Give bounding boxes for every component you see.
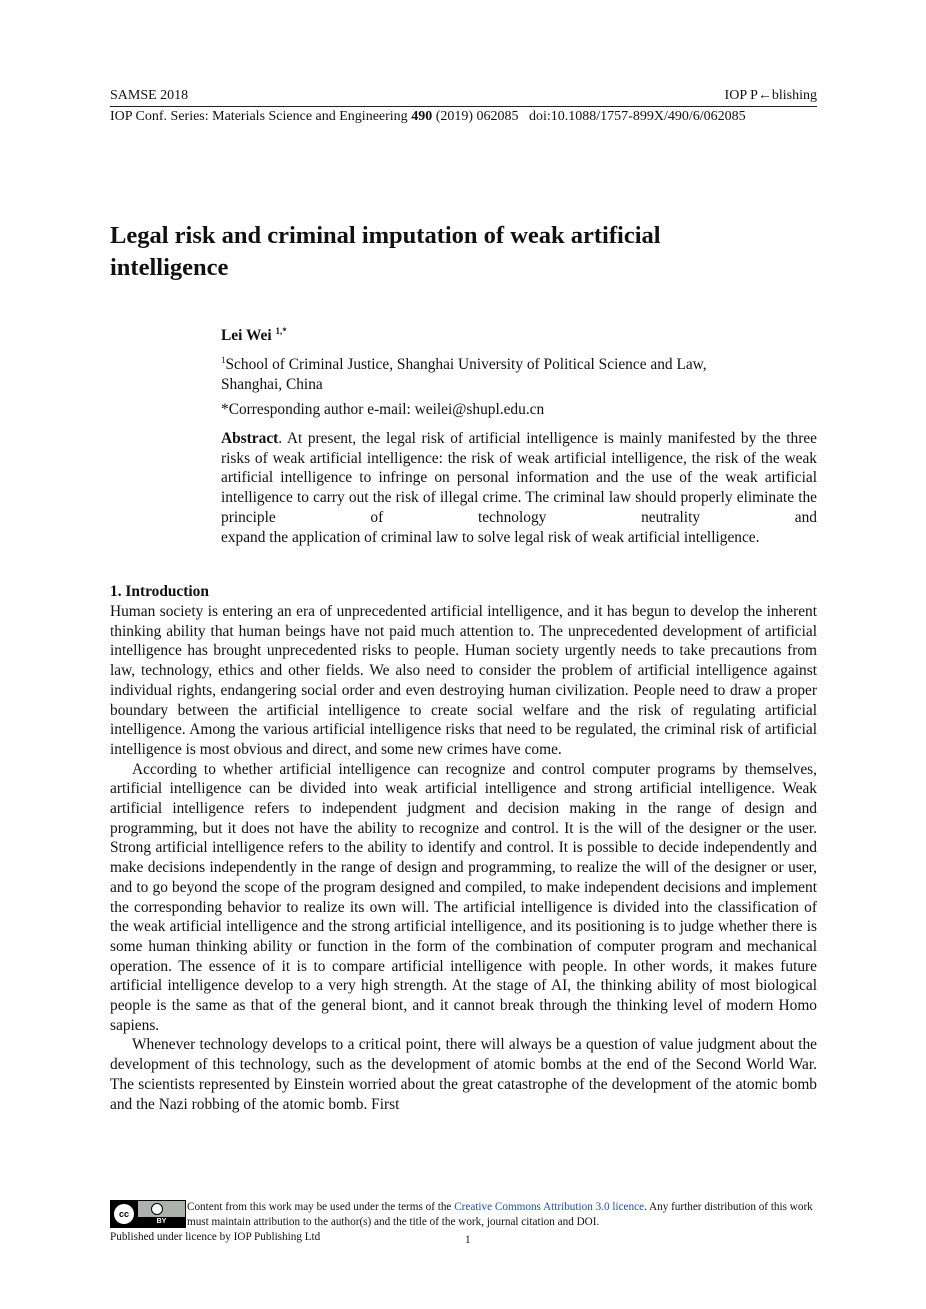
publisher-name: IOP P←blishing (724, 88, 817, 103)
paper-title: Legal risk and criminal imputation of weak artificial intelligence (110, 222, 661, 281)
conference-name: SAMSE 2018 (110, 88, 189, 103)
by-block (138, 1201, 185, 1227)
volume-number: 490 (411, 109, 433, 124)
author-line (221, 322, 817, 346)
cc-by-license-badge[interactable] (110, 1200, 186, 1228)
doi: doi:10.1088/1757-899X/490/6/062085 (529, 109, 746, 124)
cc-icon: cc (114, 1204, 134, 1224)
author-name: Lei Wei (221, 327, 272, 345)
series-name: IOP Conf. Series: Materials Science and Engineering (110, 109, 408, 124)
publisher-notice: Published under licence by IOP Publishing Ltd (110, 1231, 321, 1243)
body-text (110, 602, 817, 1114)
license-link[interactable]: Creative Commons Attribution 3.0 licence (454, 1201, 645, 1213)
affiliation (221, 351, 781, 395)
by-label: BY (138, 1217, 185, 1227)
author-marks: 1,* (275, 326, 287, 336)
affiliation-text: School of Criminal Justice, Shanghai University of Political Science and Law, (225, 356, 707, 374)
year-article: (2019) 062085 (435, 109, 519, 124)
running-header (110, 88, 817, 107)
license-text (187, 1200, 819, 1230)
license-prefix: Content from this work may be used under the terms of the (187, 1201, 452, 1213)
paragraph: According to whether artificial intelligence can recognize and control computer programs by themselves, artificial intelligence can be divided into weak artificial intelligence and strong artificial intelligence. Weak artificial intelligence refers to independent judgment and decision making in the range of design and programming, but it does not have the ability to recognize and control. It is the will of the designer or the user. Strong artificial intelligence refers to the ability to identify and control. It is possible to decide independently and make decisions independently in the range of design and programming, to realize the will of the designer or user, and to go beyond the scope of the program designed and compiled, to make independent decisions and implement the corresponding behavior to realize its own will. The artificial intelligence is divided into the classification of the weak artificial intelligence and the strong artificial intelligence, and its positioning is to judge whether there is some human thinking ability or function in the form of the combination of computer program and mechanical operation. The essence of it is to compare artificial intelligence with people. In other words, it makes future artificial intelligence develop to a very high strength. At the stage of AI, the thinking ability of most biological people is the same as that of the general biont, and it cannot break through the thinking level of modern Homo sapiens. (110, 760, 817, 1034)
paragraph: Human society is entering an era of unprecedented artificial intelligence, and it has begun to develop the inherent thinking ability that human beings have not paid much attention to. The unprecedented development of artificial intelligence has brought unprecedented risks to people. Human society urgently needs to take precautions from law, technology, ethics and other fields. We also need to consider the problem of artificial intelligence against individual rights, endangering social order and even destroying human civilization. People need to draw a proper boundary between the artificial intelligence to create social welfare and the risk of regulating artificial intelligence. Among the various artificial intelligence risks that need to be regulated, the criminal risk of artificial intelligence is most obvious and direct, and some new crimes have come. (110, 603, 817, 758)
abstract-last-line: expand the application of criminal law to solve legal risk of weak artificial intelligence. (221, 528, 760, 546)
attribution-person-icon (151, 1203, 163, 1215)
affiliation-mark: 1 (221, 355, 226, 365)
affiliation-text-2: Shanghai, China (221, 375, 323, 393)
abstract-body: . At present, the legal risk of artificial intelligence is mainly manifested by the three risks of weak artificial intelligence: the risk of weak artificial intelligence, the risk of the weak artificial intelligence to infringe on personal information and the use of the weak artificial intelligence to carry out the risk of illegal crime. The criminal law should properly eliminate the principle of technology neutrality and (221, 430, 817, 526)
corresponding-author: *Corresponding author e-mail: weilei@shupl.edu.cn (221, 401, 545, 418)
abstract-label: Abstract (221, 430, 279, 447)
page-footer (110, 1198, 817, 1258)
citation-line (110, 109, 817, 125)
license-suffix: . Any further distribution of this work must maintain attribution to the author(s) and the title of the work, journal citation and DOI. (187, 1201, 813, 1228)
paragraph: Whenever technology develops to a critical point, there will always be a question of value judgment about the development of this technology, such as the development of atomic bombs at the end of the Second World War. The scientists represented by Einstein worried about the great catastrophe of the development of the atomic bomb and the Nazi robbing of the atomic bomb. First (110, 1036, 817, 1113)
page-number: 1 (465, 1234, 471, 1246)
abstract (221, 429, 817, 547)
section-heading: 1. Introduction (110, 583, 209, 600)
